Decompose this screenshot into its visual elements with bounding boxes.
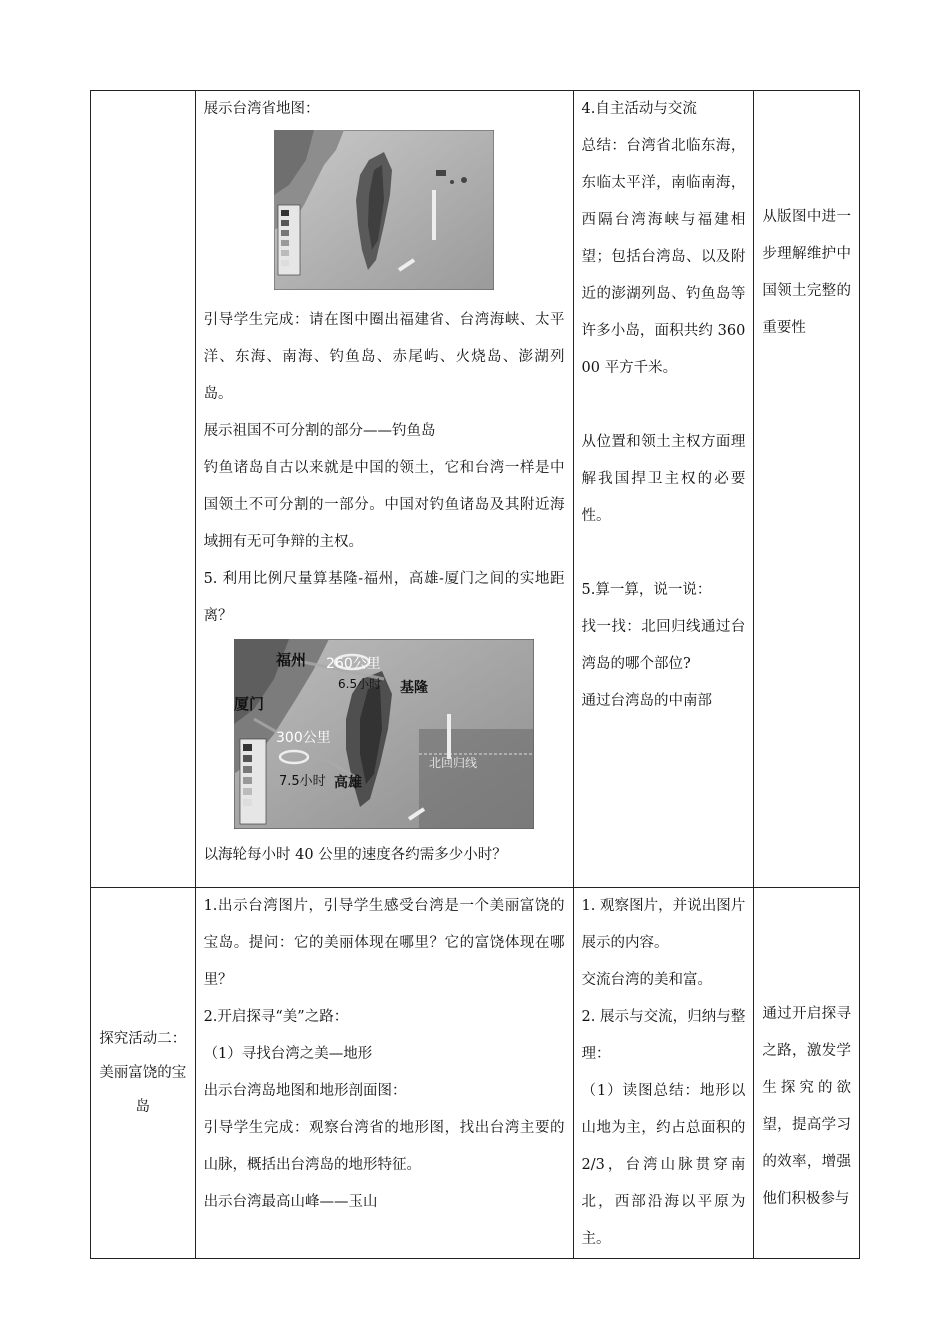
label-fuzhou: 福州 — [276, 651, 307, 669]
label-time-7-5: 7.5小时 — [279, 774, 326, 789]
label-kaohsiung: 高雄 — [334, 775, 363, 791]
stage-title: 探究活动二：美丽富饶的宝岛 — [99, 1031, 187, 1115]
label-keelung: 基隆 — [400, 680, 429, 696]
t2-p3: （1）寻找台湾之美—地形 — [203, 1046, 373, 1062]
table-row — [91, 91, 860, 888]
taiwan-province-map — [274, 130, 494, 290]
student-activity-cell-2 — [573, 888, 754, 1259]
label-time-6-5: 6.5小时 — [338, 677, 382, 691]
speed-question: 以海轮每小时 40 公里的速度各约需多少小时？ — [203, 847, 507, 863]
s2-p3: 2. 展示与交流，归纳与整理： — [581, 1009, 746, 1062]
label-tropic-line: 北回归线 — [429, 756, 478, 770]
table-row — [91, 888, 860, 1259]
activity4-title: 4.自主活动与交流 — [581, 101, 697, 117]
summary-text: 总结：台湾省北临东海，东临太平洋，南临南海，西隔台湾海峡与福建相望；包括台湾岛、以及附近的澎湖列岛、钓鱼岛等许多小岛，面积共约 36000 平方千米。 — [581, 138, 746, 376]
task5-text: 5. 利用比例尺量算基隆-福州，高雄-厦门之间的实地距离？ — [203, 571, 565, 624]
sovereignty-text: 从位置和领土主权方面理解我国捍卫主权的必要性。 — [581, 434, 746, 524]
label-dist-300: 300公里 — [276, 730, 331, 746]
intent-text: 从版图中进一步理解维护中国领土完整的重要性 — [762, 209, 851, 336]
stage-cell — [91, 888, 196, 1259]
answer-text: 通过台湾岛的中南部 — [581, 693, 713, 709]
design-intent-cell-2 — [754, 888, 860, 1259]
student-activity-cell — [573, 91, 754, 888]
show-map-text: 展示台湾省地图： — [203, 101, 320, 117]
diaoyu-text: 钓鱼诸岛自古以来就是中国的领土，它和台湾一样是中国领土不可分割的一部分。中国对钓鱼诸岛及其附近海域拥有无可争辩的主权。 — [203, 460, 565, 550]
lesson-plan-table — [90, 90, 860, 1259]
s2-p2: 交流台湾的美和富。 — [581, 972, 713, 988]
design-intent-cell — [754, 91, 860, 888]
t2-p2: 2.开启探寻“美”之路： — [203, 1009, 349, 1025]
diaoyu-title: 展示祖国不可分割的部分——钓鱼岛 — [203, 423, 436, 439]
t2-p5: 引导学生完成：观察台湾省的地形图，找出台湾主要的山脉，概括出台湾岛的地形特征。 — [203, 1120, 565, 1173]
label-xiamen: 厦门 — [234, 695, 265, 713]
t2-p6: 出示台湾最高山峰——玉山 — [203, 1194, 378, 1210]
label-dist-260: 260公里 — [326, 656, 381, 672]
teacher-activity-cell — [195, 91, 573, 888]
teacher-activity-cell-2 — [195, 888, 573, 1259]
stage-cell-empty — [91, 91, 196, 888]
guide-text: 引导学生完成：请在图中圈出福建省、台湾海峡、太平洋、东海、南海、钓鱼岛、赤尾屿、火烧岛、澎湖列岛。 — [203, 312, 565, 402]
t2-p4: 出示台湾岛地图和地形剖面图： — [203, 1083, 407, 1099]
distance-map — [234, 639, 534, 829]
calc5-text: 5.算一算，说一说： — [581, 582, 712, 598]
s2-p1: 1. 观察图片，并说出图片展示的内容。 — [581, 898, 746, 951]
s2-p4: （1）读图总结：地形以山地为主，约占总面积的 2/3，台湾山脉贯穿南北，西部沿海以平原为主。 — [581, 1083, 746, 1247]
t2-p1: 1.出示台湾图片，引导学生感受台湾是一个美丽富饶的宝岛。提问：它的美丽体现在哪里？它的富饶体现在哪里？ — [203, 898, 565, 988]
intent2-text: 通过开启探寻之路，激发学生探究的欲望，提高学习的效率，增强他们积极参与 — [762, 1006, 851, 1207]
find-text: 找一找：北回归线通过台湾岛的哪个部位? — [581, 619, 746, 672]
